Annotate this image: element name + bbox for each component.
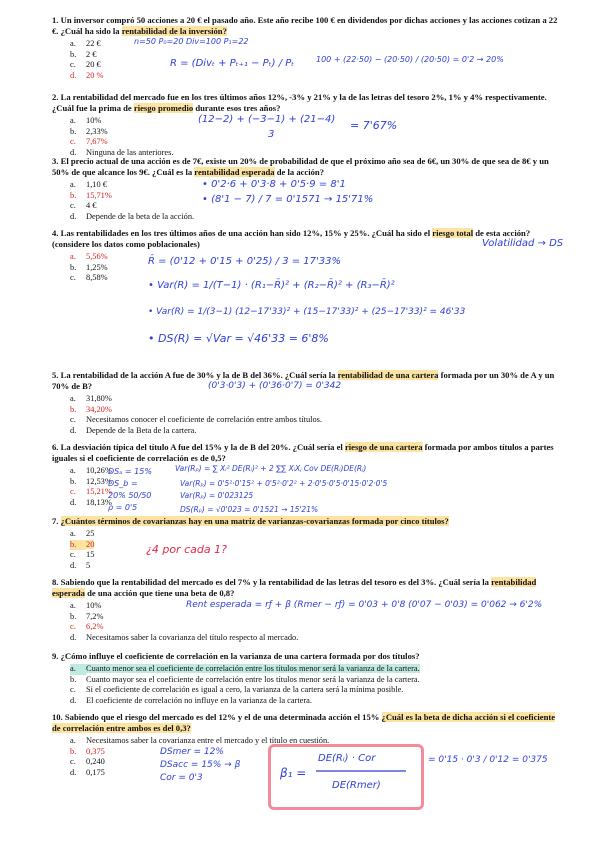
question-9-stem: 9. ¿Cómo influye el coeficiente de correlación en la varianza de una cartera formada por dos títulos? <box>52 651 420 661</box>
q10-formula-den: DE(Rmer) <box>332 780 381 791</box>
q2-calc-den-note: 3 <box>268 129 275 140</box>
option-b[interactable]: b. 7,2% <box>70 611 104 621</box>
q6-given-note: DSₐ = 15% DS_b = 20% 50/50 ρ = 0'5 <box>108 467 152 512</box>
question-3-stem: 3. El precio actual de una acción es de 7€, existe un 20% de probabilidad de que el próximo año sea de 6€, un 30% de que sea de 8€ y un 50% de que alcance los 9€. ¿Cuál es la rentabilidad esperada de la acción? <box>52 156 549 177</box>
question-8-stem: 8. Sabiendo que la rentabilidad del mercado es del 7% y la rentabilidad de las letras del tesoro es del 3%. ¿Cuál sería la rentabilidad esperada de una acción que tiene una beta de 0,8? <box>52 577 537 598</box>
q5-calc-note: (0'3·0'3) + (0'36·0'7) = 0'342 <box>208 381 342 391</box>
option-a[interactable]: a. 25 <box>70 529 95 538</box>
option-c[interactable]: c. 4 € <box>70 201 97 211</box>
option-a[interactable]: a. 1,10 € <box>70 180 107 189</box>
q4-var-note: • Var(R) = 1/(T−1) · (R₁−R̄)² + (R₂−R̄)² + (R₃−R̄)² <box>148 280 395 291</box>
option-c-correct[interactable]: c. 6,2% <box>70 622 104 632</box>
option-c-correct[interactable]: c. 7,67% <box>70 137 108 147</box>
option-a[interactable]: a. 10,26% <box>70 466 112 475</box>
option-d[interactable]: d. 5 <box>70 560 91 570</box>
q2-calc-top-note: (12−2) + (−3−1) + (21−4) <box>198 114 336 125</box>
option-c[interactable]: c. Si el coeficiente de correlación es igual a cero, la varianza de la cartera será la mínima posible. <box>70 685 404 695</box>
option-d[interactable]: d. Ninguna de las anteriores. <box>70 147 174 157</box>
option-a-correct[interactable]: a. 5,56% <box>70 252 108 261</box>
q7-note: ¿4 por cada 1? <box>146 543 227 556</box>
option-b-correct[interactable]: b. 34,20% <box>70 404 112 414</box>
q6-calc2-note: Var(Rₚ) = 0'023125 <box>180 491 254 500</box>
question-10-stem: 10. Sabiendo que el riesgo del mercado es del 12% y el de una determinada acción el 15% ¿Cuál es la beta de dicha acción si el coeficiente de correlación entre ambos es del 0,3? <box>52 712 556 733</box>
option-a-correct[interactable]: a. Cuanto menor sea el coeficiente de correlación entre los títulos menor será la varianza de la cartera. <box>70 664 420 673</box>
question-7-stem: 7. ¿Cuántos términos de covarianzas hay en una matriz de varianzas-covarianzas formada por cinco títulos? <box>52 516 449 526</box>
option-d[interactable]: d. 0,175 <box>70 767 105 777</box>
q1-calc-note: 100 + (22·50) − (20·50) / (20·50) = 0'2 → 20% <box>316 55 504 64</box>
option-d[interactable]: d. Depende de la beta de la acción. <box>70 211 195 221</box>
q10-formula-lhs: β₁ = <box>280 766 307 780</box>
option-b[interactable]: b. 12,53% <box>70 476 112 486</box>
q3-line1-note: • 0'2·6 + 0'3·8 + 0'5·9 = 8'1 <box>202 179 346 190</box>
q10-formula-num: DE(Rᵢ) · Cor <box>318 753 376 764</box>
q4-var-calc-note: • Var(R) = 1/(3−1) (12−17'33)² + (15−17'33)² + (25−17'33)² = 46'33 <box>148 307 466 317</box>
q8-formula-note: Rent esperada = rƒ + β (Rmer − rƒ) = 0'03 + 0'8 (0'07 − 0'03) = 0'062 → 6'2% <box>186 600 543 610</box>
question-2-stem: 2. La rentabilidad del mercado fue en los tres últimos años 12%, -3% y 21% y la de las letras del tesoro 2%, 1% y 4% respectivamente. ¿Cuál fue la prima de riesgo promedio durante esos tres años? <box>52 92 547 113</box>
option-a[interactable]: a. 10% <box>70 116 102 125</box>
option-b-correct[interactable]: b. 15,71% <box>70 190 112 200</box>
option-d-correct[interactable]: d. 20 % <box>70 70 104 80</box>
q6-formula-note: Var(Rₚ) = ∑ Xᵢ² DE(Rᵢ)² + 2 ∑∑ XᵢXⱼ Cov DE(Rᵢ)DE(Rⱼ) <box>175 464 367 473</box>
option-b[interactable]: b. 1,25% <box>70 262 108 272</box>
question-1-stem: 1. Un inversor compró 50 acciones a 20 € el pasado año. Este año recibe 100 € en dividendos por dichas acciones y las acciones cotizan a 22 €. ¿Cuál ha sido la rentabilidad de la inversión? <box>52 15 558 36</box>
question-6-stem: 6. La desviación típica del título A fue del 15% y la de B del 20%. ¿Cuál sería el riesgo de una cartera formada por ambos títulos a partes iguales si el coeficiente de correlación es de 0,5? <box>52 442 554 463</box>
q6-calc3-note: DS(Rₚ) = √0'023 = 0'1521 → 15'21% <box>180 505 319 514</box>
option-a[interactable]: a. 22 € <box>70 39 101 48</box>
option-b[interactable]: b. Cuanto mayor sea el coeficiente de correlación entre los títulos menor será la varianza de la cartera. <box>70 674 420 684</box>
q1-formula-note: R = (Divₜ + Pₜ₊₁ − Pₜ) / Pₜ <box>170 58 295 69</box>
option-c[interactable]: c. 0,240 <box>70 757 105 767</box>
q3-line2-note: • (8'1 − 7) / 7 = 0'1571 → 15'71% <box>202 194 374 205</box>
q10-given2-note: DSacc = 15% → β <box>160 760 241 770</box>
option-c[interactable]: c. 20 € <box>70 60 101 70</box>
q1-given-note: n=50 P₀=20 Div=100 P₁=22 <box>134 37 249 46</box>
option-c-correct[interactable]: c. 15,21% <box>70 487 112 497</box>
q10-result-note: = 0'15 · 0'3 / 0'12 = 0'375 <box>428 755 548 765</box>
q4-ds-note: • DS(R) = √Var = √46'33 = 6'8% <box>148 332 329 345</box>
q10-given1-note: DSmer = 12% <box>160 747 224 757</box>
q2-result-note: = 7'67% <box>350 119 398 132</box>
option-d[interactable]: d. 18,13% <box>70 497 112 507</box>
option-b[interactable]: b. 2,33% <box>70 126 108 136</box>
q4-mean-note: R̄ = (0'12 + 0'15 + 0'25) / 3 = 17'33% <box>148 256 341 267</box>
option-d[interactable]: d. Necesitamos saber la covarianza del título respecto al mercado. <box>70 632 299 642</box>
q6-calc1-note: Var(Rₚ) = 0'5²·0'15² + 0'5²·0'2² + 2·0'5·0'5·0'15·0'2·0'5 <box>180 479 388 488</box>
option-b[interactable]: b. 2 € <box>70 49 97 59</box>
option-c[interactable]: c. Necesitamos conocer el coeficiente de correlación entre ambos títulos. <box>70 415 323 425</box>
option-b-correct[interactable]: b. 0,375 <box>70 746 105 756</box>
option-c[interactable]: c. 15 <box>70 550 95 560</box>
question-4-stem: 4. Las rentabilidades en los tres últimos años de una acción han sido 12%, 15% y 25%. ¿Cuál ha sido el riesgo total de esta acción? (considere los datos como poblacionales) <box>52 228 531 249</box>
option-b-correct[interactable]: b. 20 <box>70 539 95 549</box>
option-d[interactable]: d. Depende de la Beta de la cartera. <box>70 425 197 435</box>
option-a[interactable]: a. 10% <box>70 601 102 610</box>
question-5-stem: 5. La rentabilidad de la acción A fue de 30% y la de B del 36%. ¿Cuál sería la rentabilidad de una cartera formada por un 30% de A y un 70% de B? <box>52 370 555 391</box>
q4-side-note: Volatilidad → DS <box>482 238 564 249</box>
option-c[interactable]: c. 8,58% <box>70 273 108 283</box>
option-d[interactable]: d. El coeficiente de correlación no influye en la varianza de la cartera. <box>70 695 312 705</box>
option-a[interactable]: a. 31,80% <box>70 394 112 403</box>
q10-given3-note: Cor = 0'3 <box>160 773 203 783</box>
option-a[interactable]: a. Necesitamos saber la covarianza entre el mercado y el título en cuestión. <box>70 736 330 745</box>
